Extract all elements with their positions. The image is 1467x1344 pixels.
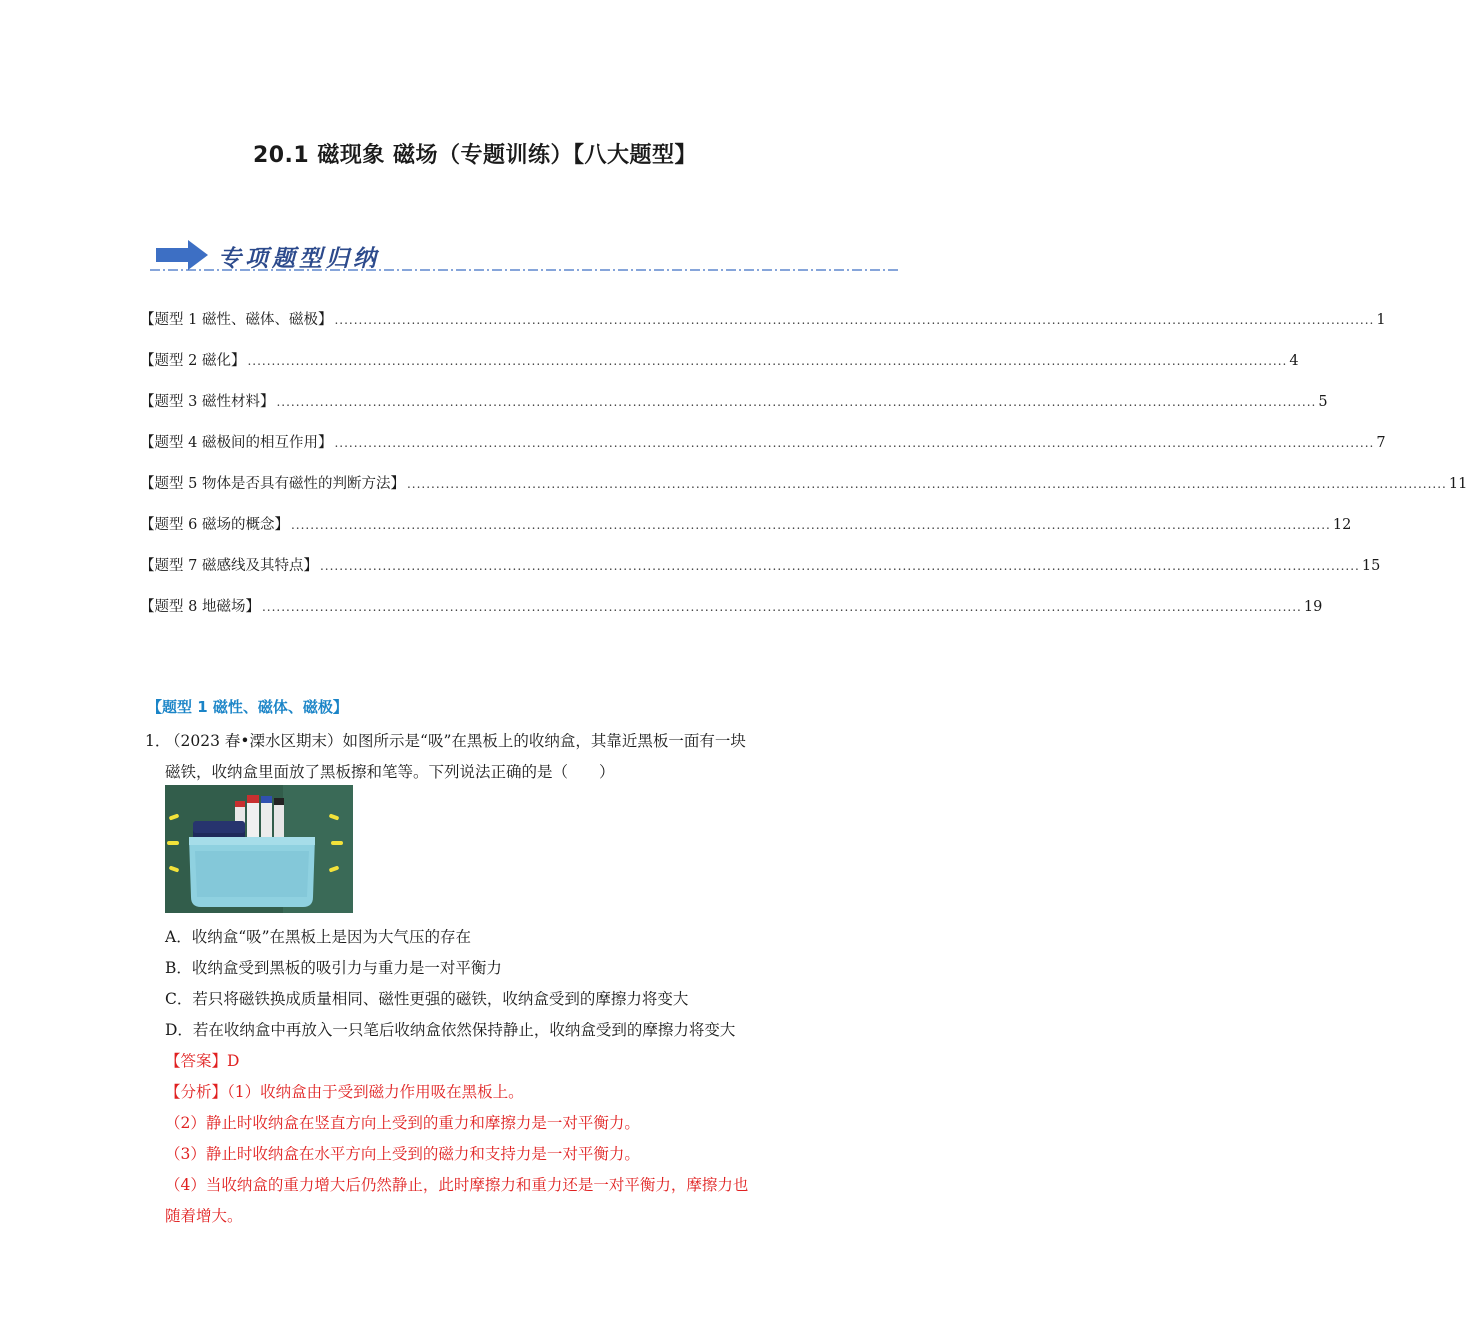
toc-label: 【题型 5 物体是否具有磁性的判断方法】 — [140, 476, 405, 492]
question — [145, 726, 825, 788]
answer-options — [165, 922, 735, 1046]
toc-label: 【题型 3 磁性材料】 — [140, 394, 275, 410]
section-banner — [150, 236, 902, 276]
toc-item[interactable] — [140, 554, 1381, 595]
toc-page: 5 — [1318, 394, 1328, 410]
toc-item[interactable] — [140, 472, 1467, 513]
toc-item[interactable] — [140, 595, 1323, 636]
answer-block — [165, 1046, 815, 1232]
toc-page: 19 — [1303, 599, 1323, 615]
analysis-line: 随着增大。 — [165, 1207, 243, 1225]
table-of-contents — [140, 308, 1467, 636]
toc-leader: ........................................................................................................................................................................................................................ — [290, 518, 1331, 532]
toc-label: 【题型 4 磁极间的相互作用】 — [140, 435, 333, 451]
toc-label: 【题型 2 磁化】 — [140, 353, 246, 369]
toc-label: 【题型 8 地磁场】 — [140, 599, 260, 615]
toc-label: 【题型 7 磁感线及其特点】 — [140, 558, 318, 574]
question-stem-line: 磁铁，收纳盒里面放了黑板擦和笔等。下列说法正确的是（ ） — [165, 763, 615, 781]
toc-leader: ........................................................................................................................................................................................................................ — [276, 395, 1317, 409]
toc-leader: ........................................................................................................................................................................................................................ — [334, 436, 1375, 450]
toc-label: 【题型 6 磁场的概念】 — [140, 517, 289, 533]
storage-box-photo — [165, 785, 353, 913]
toc-page: 1 — [1376, 312, 1386, 328]
toc-leader: ........................................................................................................................................................................................................................ — [406, 477, 1447, 491]
analysis-line: （3）静止时收纳盒在水平方向上受到的磁力和支持力是一对平衡力。 — [165, 1145, 640, 1163]
question-stem-line: （2023 春•溧水区期末）如图所示是“吸”在黑板上的收纳盒，其靠近黑板一面有一块 — [165, 732, 746, 750]
section-heading: 【题型 1 磁性、磁体、磁极】 — [147, 698, 348, 716]
toc-item[interactable] — [140, 513, 1352, 554]
option-d[interactable]: D．若在收纳盒中再放入一只笔后收纳盒依然保持静止，收纳盒受到的摩擦力将变大 — [165, 1021, 736, 1039]
analysis-line: （4）当收纳盒的重力增大后仍然静止，此时摩擦力和重力还是一对平衡力，摩擦力也 — [165, 1176, 749, 1194]
toc-page: 4 — [1289, 353, 1299, 369]
toc-page: 15 — [1361, 558, 1381, 574]
toc-item[interactable] — [140, 390, 1328, 431]
toc-label: 【题型 1 磁性、磁体、磁极】 — [140, 312, 333, 328]
analysis-line: 【分析】（1）收纳盒由于受到磁力作用吸在黑板上。 — [165, 1083, 524, 1101]
page-title: 20.1 磁现象 磁场（专题训练）【八大题型】 — [252, 143, 698, 168]
option-b[interactable]: B．收纳盒受到黑板的吸引力与重力是一对平衡力 — [165, 959, 502, 977]
toc-item[interactable] — [140, 431, 1386, 472]
toc-item[interactable] — [140, 308, 1386, 349]
toc-page: 12 — [1332, 517, 1352, 533]
toc-leader: ........................................................................................................................................................................................................................ — [319, 559, 1360, 573]
option-a[interactable]: A．收纳盒“吸”在黑板上是因为大气压的存在 — [165, 928, 472, 946]
toc-leader: ........................................................................................................................................................................................................................ — [247, 354, 1288, 368]
toc-item[interactable] — [140, 349, 1299, 390]
toc-leader: ........................................................................................................................................................................................................................ — [334, 313, 1375, 327]
question-number: 1． — [145, 732, 171, 750]
toc-page: 11 — [1448, 476, 1467, 492]
option-c[interactable]: C．若只将磁铁换成质量相同、磁性更强的磁铁，收纳盒受到的摩擦力将变大 — [165, 990, 689, 1008]
toc-leader: ........................................................................................................................................................................................................................ — [261, 600, 1302, 614]
answer-line: 【答案】D — [165, 1052, 240, 1070]
toc-page: 7 — [1376, 435, 1386, 451]
analysis-line: （2）静止时收纳盒在竖直方向上受到的重力和摩擦力是一对平衡力。 — [165, 1114, 640, 1132]
banner-title: 专项题型归纳 — [218, 245, 380, 272]
